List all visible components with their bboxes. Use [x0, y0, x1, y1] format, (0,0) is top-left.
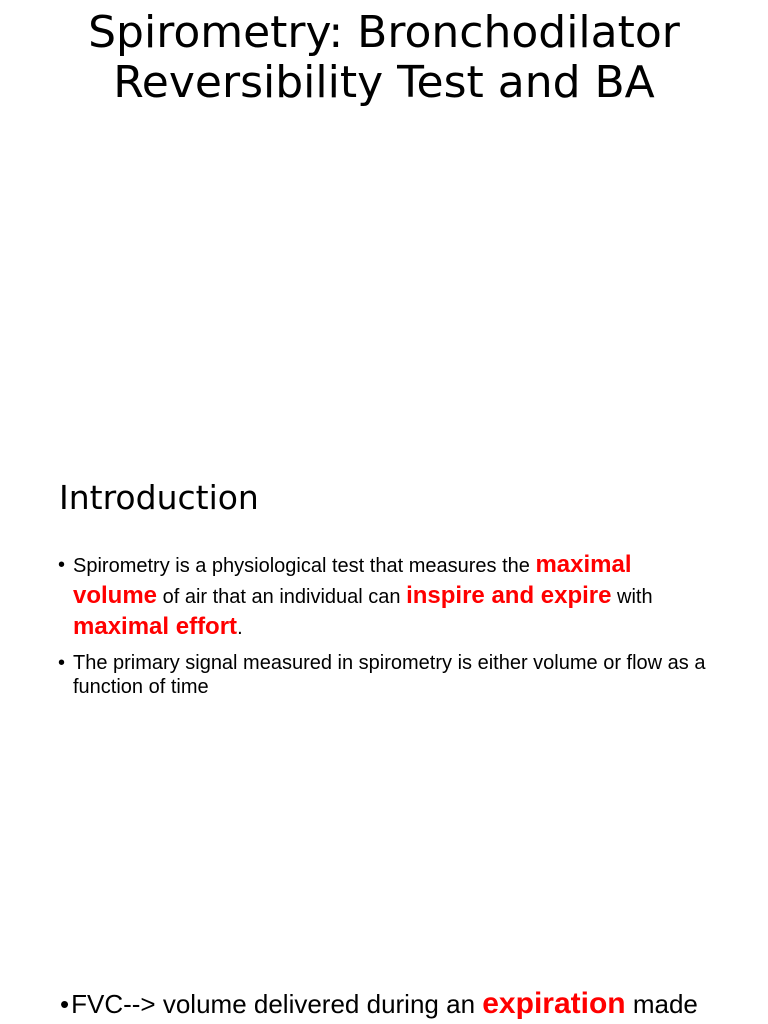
emphasis-text: expiration	[482, 987, 626, 1020]
bullet-text: FVC--> volume delivered during an	[71, 989, 483, 1019]
bullet-text: with	[611, 586, 653, 608]
slide-introduction	[0, 440, 768, 960]
emphasis-text: inspire and expire	[406, 582, 612, 609]
slide-fvc	[0, 960, 768, 1024]
bullet-text: made	[625, 989, 698, 1019]
bullet-list	[58, 550, 716, 707]
bullet-item	[58, 550, 716, 643]
bullet-text: .	[237, 617, 243, 639]
slide-title-text: Spirometry: Bronchodilator Reversibility Test and BA	[88, 7, 680, 108]
emphasis-text: maximal effort	[73, 613, 238, 640]
bullet-text: of air that an individual can	[157, 586, 407, 608]
bullet-marker: •	[58, 652, 66, 674]
bullet-text: Spirometry is a physiological test that measures the	[73, 555, 536, 577]
bullet-item	[60, 982, 768, 1024]
section-heading: Introduction	[59, 478, 259, 517]
bullet-marker: •	[60, 989, 70, 1019]
bullet-item	[58, 651, 716, 699]
bullet-text: The primary signal measured in spirometry is either volume or flow as a function of time	[73, 652, 706, 698]
emphasis-text: maximal volume	[73, 551, 632, 609]
bullet-marker: •	[58, 554, 66, 576]
slide-title	[0, 0, 768, 440]
